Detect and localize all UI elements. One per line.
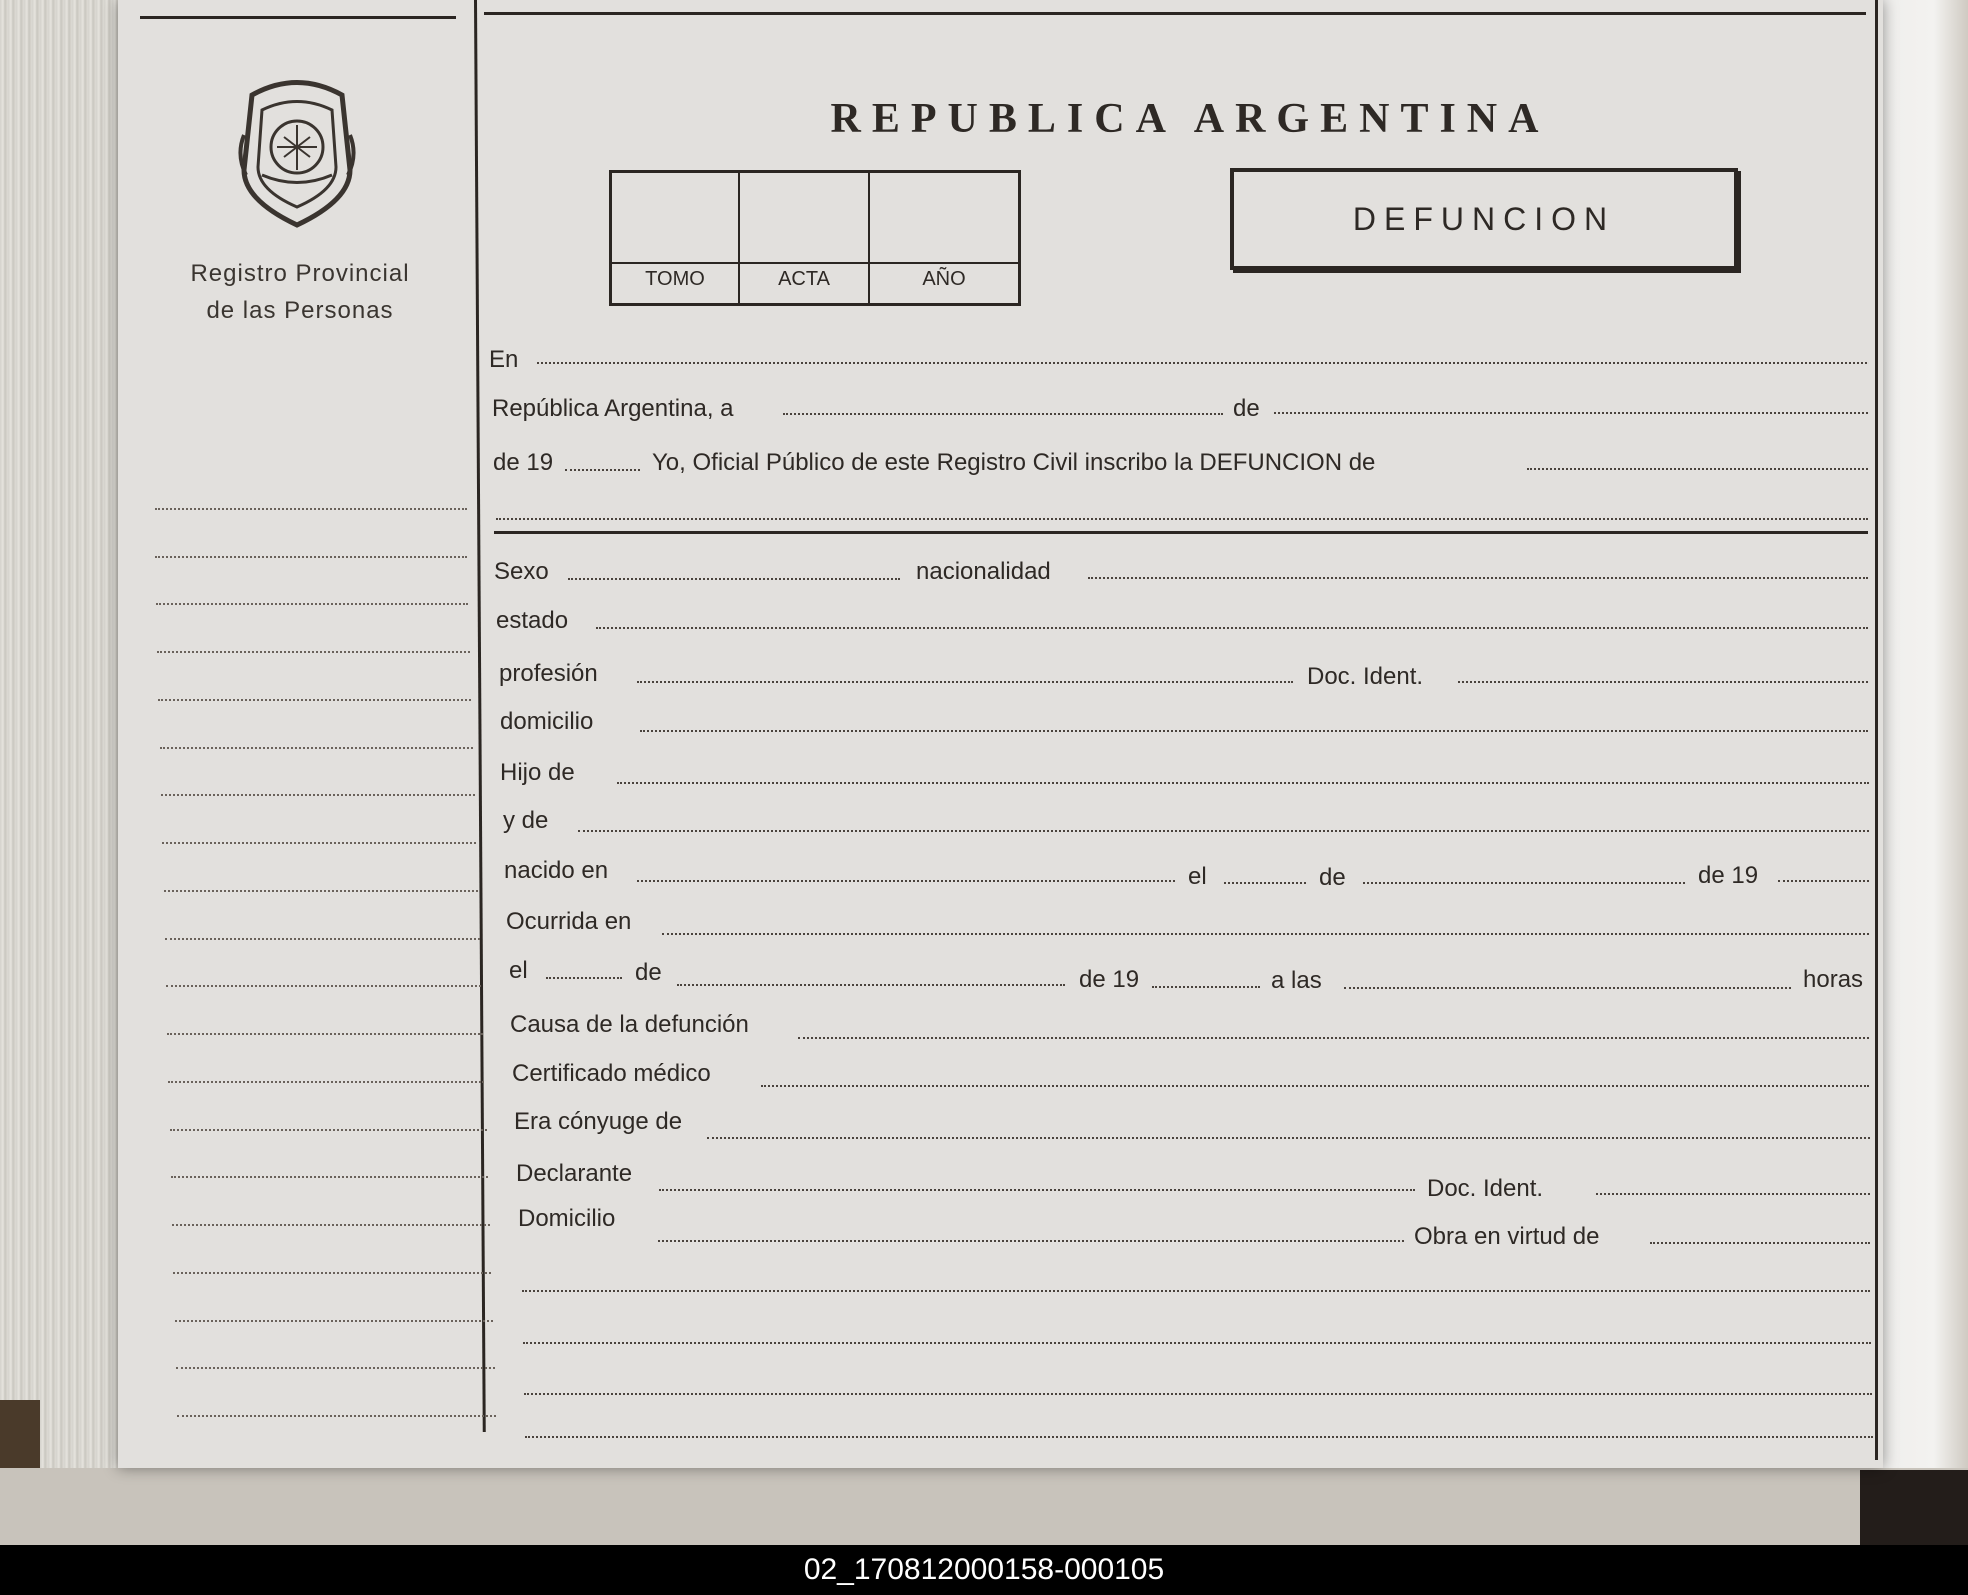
doc-ident-label-1: Doc. Ident. xyxy=(1307,663,1424,690)
month-field[interactable] xyxy=(1274,412,1868,414)
registry-name-line1: Registro Provincial xyxy=(190,260,410,287)
note-line xyxy=(176,1367,495,1369)
conyuge-field[interactable] xyxy=(707,1137,1870,1139)
note-line xyxy=(157,651,470,653)
table-surface xyxy=(0,1468,1968,1545)
death-time-field[interactable] xyxy=(1344,987,1791,989)
note-line xyxy=(168,1081,484,1083)
registry-name xyxy=(150,255,450,329)
month-de-label: de xyxy=(1233,395,1260,422)
blank-line[interactable] xyxy=(522,1290,1870,1292)
note-line xyxy=(158,699,471,701)
note-line xyxy=(161,794,475,796)
death-place-field[interactable] xyxy=(662,933,1869,935)
registry-number-box xyxy=(609,170,1021,306)
note-line xyxy=(166,985,481,987)
death-de-label: de xyxy=(635,959,662,986)
certificado-label: Certificado médico xyxy=(512,1060,711,1087)
birth-el-label: el xyxy=(1188,863,1207,890)
en-field[interactable] xyxy=(537,362,1867,364)
death-year-field[interactable] xyxy=(1152,986,1260,988)
blank-line[interactable] xyxy=(524,1393,1872,1395)
tomo-label: TOMO xyxy=(645,268,705,290)
domicilio-field-2[interactable] xyxy=(658,1240,1404,1242)
tomo-cell[interactable] xyxy=(612,173,740,303)
note-line xyxy=(172,1224,490,1226)
mother-field[interactable] xyxy=(578,830,1869,832)
domicilio-label-1: domicilio xyxy=(500,708,594,735)
father-field[interactable] xyxy=(617,782,1869,784)
birth-day-field[interactable] xyxy=(1224,882,1306,884)
scan-caption: 02_170812000158-000105 xyxy=(0,1545,1968,1595)
right-border xyxy=(1875,0,1878,1460)
top-rule-left xyxy=(140,16,456,19)
declarante-label: Declarante xyxy=(516,1160,633,1187)
note-line xyxy=(165,938,480,940)
y-de-label: y de xyxy=(503,807,549,834)
death-el-label: el xyxy=(509,957,528,984)
birthplace-field[interactable] xyxy=(637,880,1175,882)
note-line xyxy=(155,508,467,510)
doc-ident-label-2: Doc. Ident. xyxy=(1427,1175,1544,1202)
death-month-field[interactable] xyxy=(677,984,1065,986)
obra-label: Obra en virtud de xyxy=(1414,1223,1600,1250)
record-type-box xyxy=(1230,168,1738,270)
hijo-de-label: Hijo de xyxy=(500,759,575,786)
doc-ident-field-1[interactable] xyxy=(1458,681,1868,683)
republica-a-label: República Argentina, a xyxy=(492,395,734,422)
note-line xyxy=(170,1129,487,1131)
certificado-field[interactable] xyxy=(761,1085,1869,1087)
book-page-edges xyxy=(0,0,130,1470)
nacionalidad-field[interactable] xyxy=(1088,577,1868,579)
book-cover-corner xyxy=(1860,1470,1968,1545)
doc-ident-field-2[interactable] xyxy=(1596,1193,1870,1195)
top-rule-right xyxy=(484,12,1866,15)
nacionalidad-label: nacionalidad xyxy=(916,558,1051,585)
estado-label: estado xyxy=(496,607,569,634)
year-prefix-label: de 19 xyxy=(493,449,554,476)
ano-label: AÑO xyxy=(922,268,966,290)
nacido-en-label: nacido en xyxy=(504,857,609,884)
horas-label: horas xyxy=(1803,966,1864,993)
estado-field[interactable] xyxy=(596,627,1868,629)
a-las-label: a las xyxy=(1271,967,1322,994)
note-line xyxy=(162,842,476,844)
note-line xyxy=(164,890,478,892)
acta-label: ACTA xyxy=(778,268,830,290)
deceased-name-field-2[interactable] xyxy=(496,518,1868,520)
birth-de-label: de xyxy=(1319,864,1346,891)
blank-line[interactable] xyxy=(523,1342,1871,1344)
sexo-label: Sexo xyxy=(494,558,549,585)
country-title: REPUBLICA ARGENTINA xyxy=(830,96,1550,142)
acta-cell[interactable] xyxy=(740,173,870,303)
causa-field[interactable] xyxy=(798,1037,1869,1039)
inscribo-text: Yo, Oficial Público de este Registro Civil inscribo la DEFUNCION de xyxy=(652,449,1376,476)
deceased-name-field[interactable] xyxy=(1527,468,1868,470)
ano-cell[interactable] xyxy=(870,173,1018,303)
registry-name-line2: de las Personas xyxy=(206,297,394,324)
note-line xyxy=(173,1272,491,1274)
death-day-field[interactable] xyxy=(546,977,622,979)
ocurrida-en-label: Ocurrida en xyxy=(506,908,632,935)
conyuge-label: Era cónyuge de xyxy=(514,1108,683,1135)
death-year-label: de 19 xyxy=(1079,966,1140,993)
sexo-field[interactable] xyxy=(568,578,900,580)
note-line xyxy=(177,1415,496,1417)
note-line xyxy=(175,1320,493,1322)
domicilio-field-1[interactable] xyxy=(640,730,1868,732)
day-field[interactable] xyxy=(783,413,1223,415)
en-label: En xyxy=(489,346,519,373)
blank-line[interactable] xyxy=(525,1436,1873,1438)
note-line xyxy=(167,1033,483,1035)
obra-field[interactable] xyxy=(1650,1242,1870,1244)
provincial-seal-icon xyxy=(232,75,362,230)
year-field[interactable] xyxy=(565,469,640,471)
facing-page-edge xyxy=(1883,0,1968,1470)
note-line xyxy=(160,747,473,749)
section-rule xyxy=(494,531,1868,534)
declarante-field[interactable] xyxy=(659,1189,1415,1191)
profesion-field[interactable] xyxy=(637,681,1293,683)
birth-year-field[interactable] xyxy=(1778,880,1869,882)
note-line xyxy=(156,603,468,605)
note-line xyxy=(171,1176,488,1178)
domicilio-label-2: Domicilio xyxy=(518,1205,616,1232)
profesion-label: profesión xyxy=(499,660,598,687)
record-type-label: DEFUNCION xyxy=(1352,201,1616,237)
birth-year-label: de 19 xyxy=(1698,862,1759,889)
note-line xyxy=(155,556,467,558)
birth-month-field[interactable] xyxy=(1363,882,1685,884)
causa-label: Causa de la defunción xyxy=(510,1011,749,1038)
